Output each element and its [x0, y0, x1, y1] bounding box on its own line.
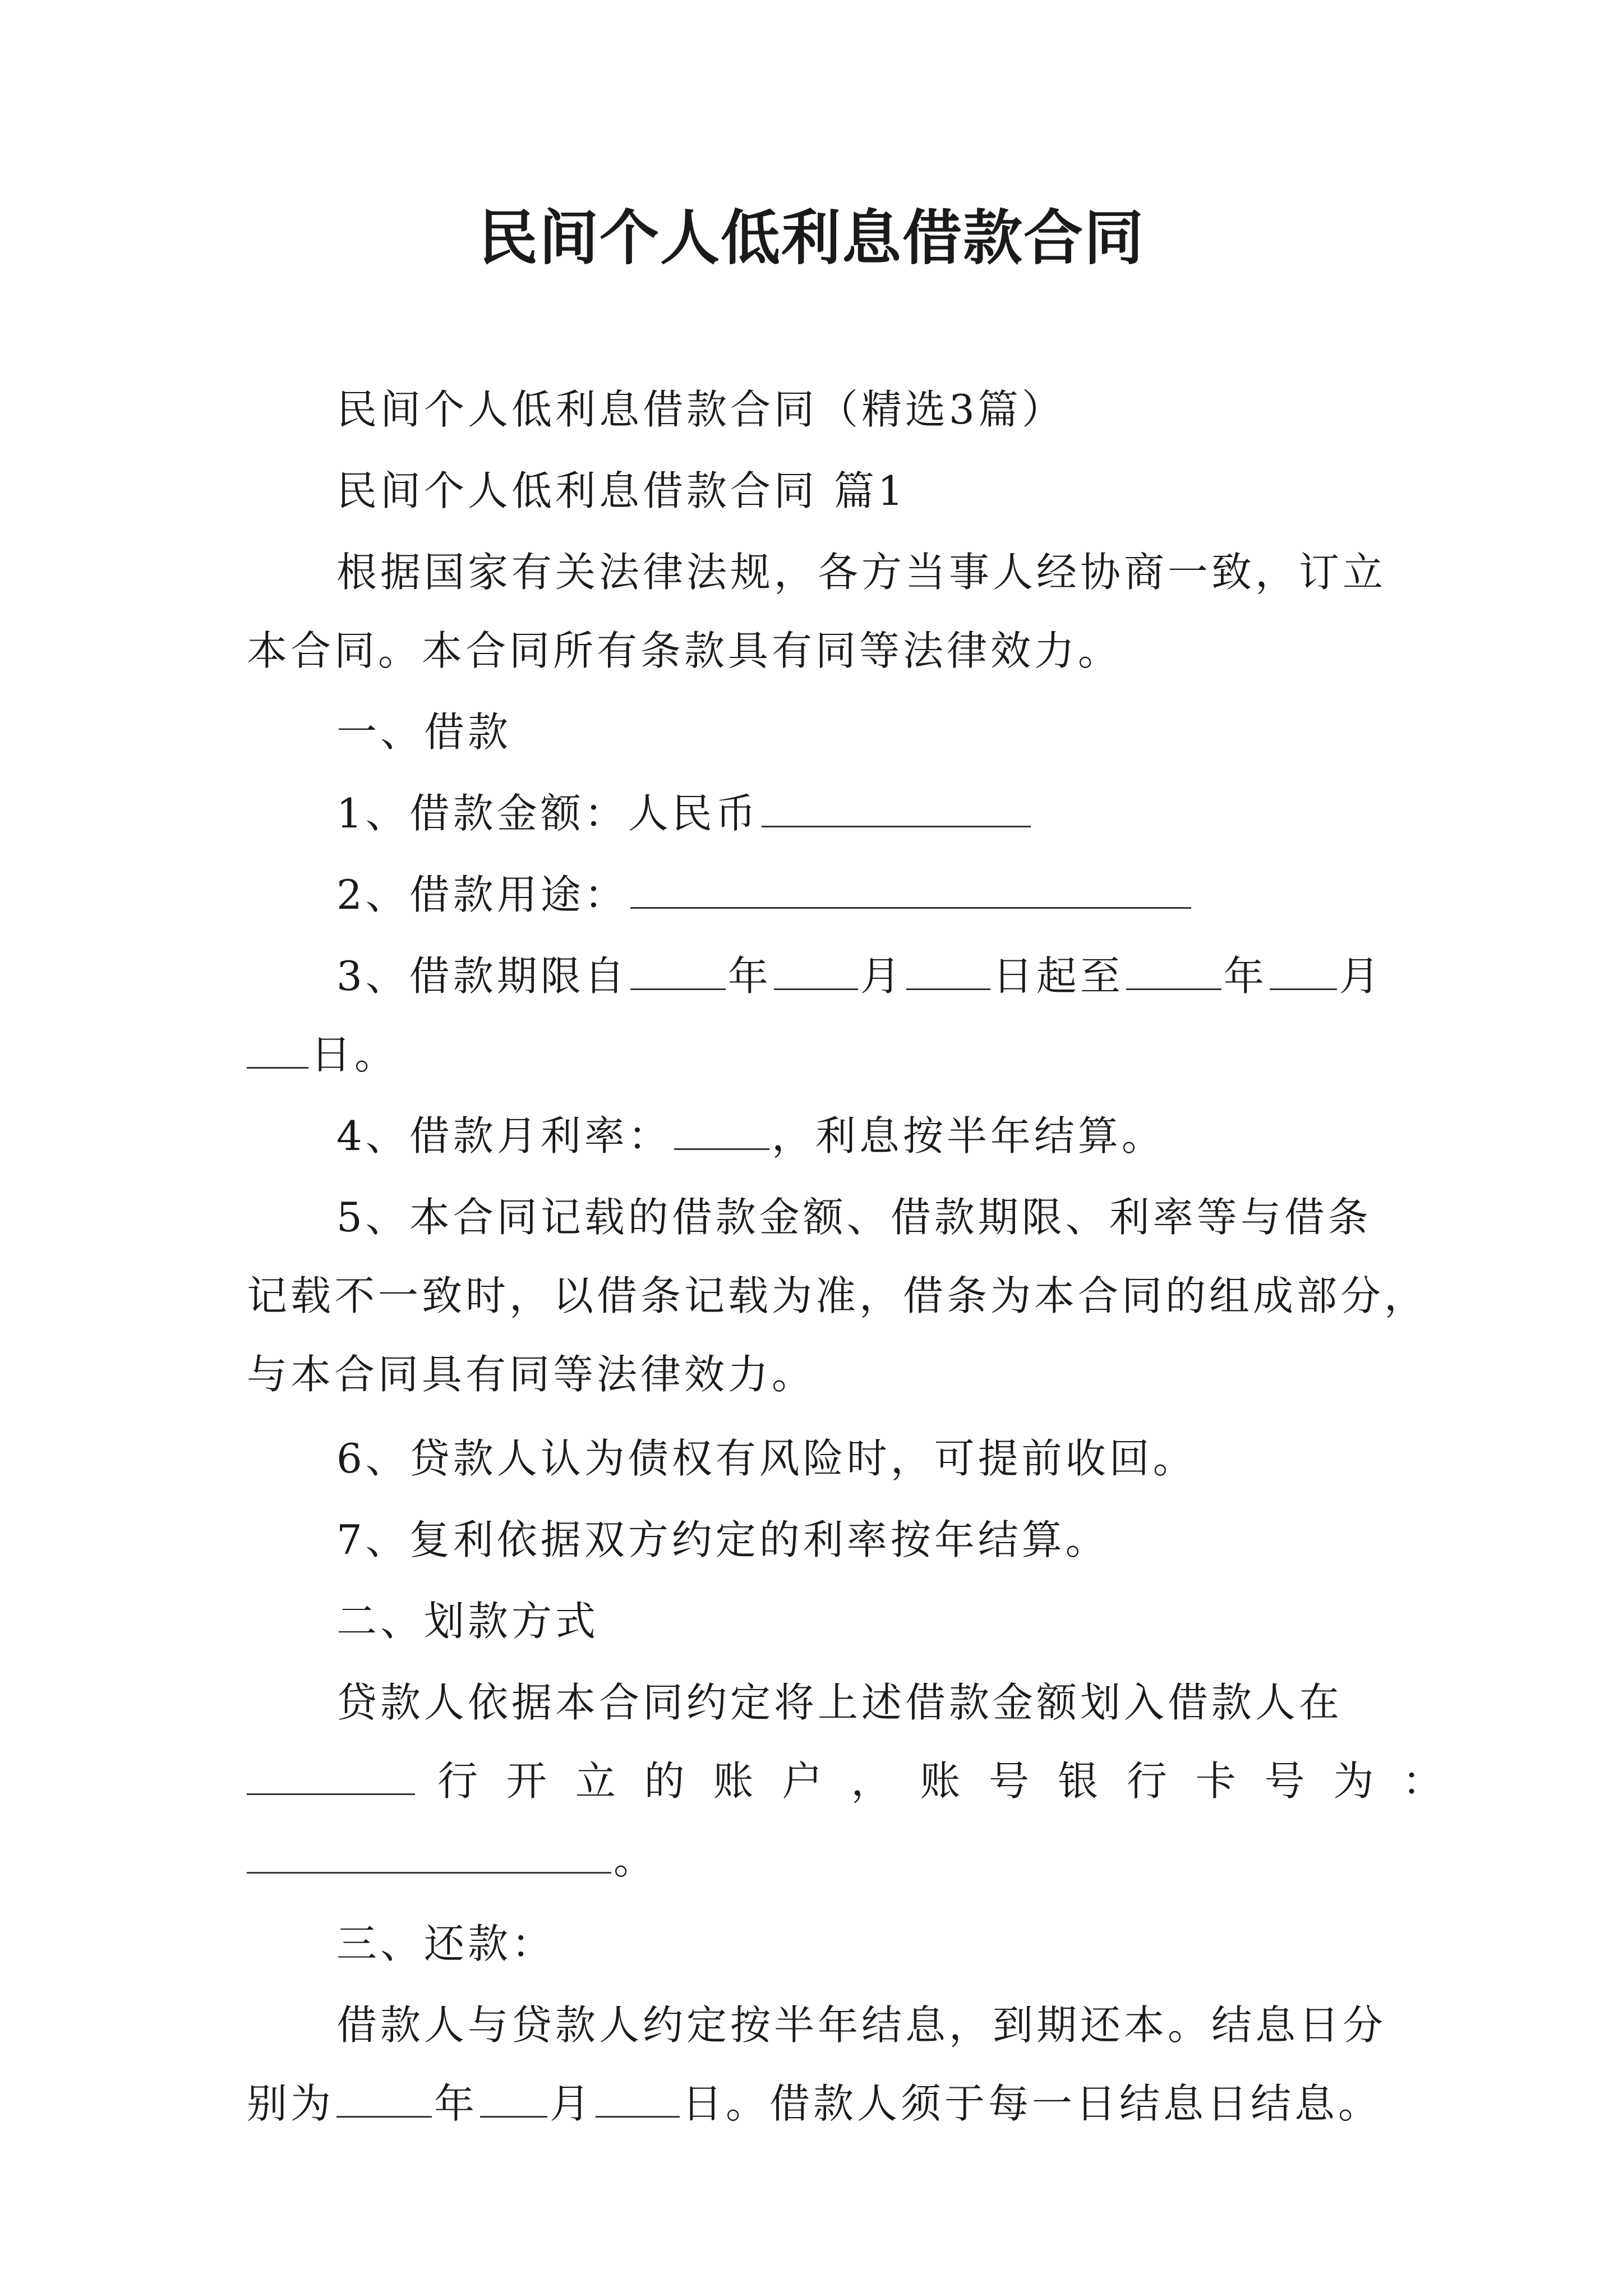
item3 — [336, 945, 1383, 1007]
item6: 6、贷款人认为债权有风险时，可提前收回。 — [336, 1435, 1197, 1482]
item3-year: 年 — [727, 953, 772, 1000]
part3-line-2 — [247, 2073, 1382, 2134]
bank-blank[interactable] — [247, 1760, 415, 1795]
section-heading: 民间个人低利息借款合同 篇1 — [336, 467, 907, 514]
part3-line-2-a: 别为 — [247, 2080, 335, 2127]
item2 — [336, 864, 1193, 926]
interest-year-blank[interactable] — [336, 2082, 432, 2118]
intro-line-2: 本合同。本合同所有条款具有同等法律效力。 — [247, 627, 1122, 674]
part3-line-2-rest: 日。借款人须于每一日结息日结息。 — [682, 2080, 1382, 2127]
start-day-blank[interactable] — [906, 955, 990, 990]
part2-line-3-end: 。 — [614, 1836, 658, 1883]
purpose-blank[interactable] — [630, 873, 1191, 909]
part2-heading: 二、划款方式 — [336, 1598, 600, 1645]
interest-day-blank[interactable] — [596, 2082, 680, 2118]
part3-year: 年 — [434, 2080, 478, 2127]
item4 — [336, 1105, 1165, 1167]
part3-month: 月 — [550, 2080, 594, 2127]
part3-line-1: 借款人与贷款人约定按半年结息，到期还本。结息日分 — [336, 2001, 1387, 2049]
account-blank[interactable] — [247, 1838, 611, 1874]
item1 — [336, 783, 1033, 844]
item1-label: 1、借款金额：人民币 — [336, 790, 759, 837]
item3-year2: 年 — [1223, 953, 1267, 1000]
part1-heading: 一、借款 — [336, 708, 512, 756]
interest-month-blank[interactable] — [480, 2082, 547, 2118]
start-month-blank[interactable] — [774, 955, 858, 990]
item3-label: 3、借款期限自 — [336, 953, 628, 1000]
item5-line-1: 5、本合同记载的借款金额、借款期限、利率等与借条 — [336, 1194, 1372, 1241]
item5-line-2: 记载不一致时，以借条记载为准，借条为本合同的组成部分， — [247, 1272, 1428, 1319]
item2-label: 2、借款用途： — [336, 871, 628, 918]
item4-rest: ，利息按半年结算。 — [771, 1112, 1165, 1159]
item3-day-start: 日起至 — [992, 953, 1124, 1000]
part2-line-1: 贷款人依据本合同约定将上述借款金额划入借款人在 — [336, 1679, 1343, 1726]
end-day-blank[interactable] — [247, 1033, 308, 1069]
document-title: 民间个人低利息借款合同 — [478, 204, 1145, 273]
item3-cont — [247, 1024, 398, 1085]
intro-line-1: 根据国家有关法律法规，各方当事人经协商一致，订立 — [336, 549, 1387, 596]
part2-line-3 — [247, 1829, 657, 1890]
document-subtitle: 民间个人低利息借款合同（精选3篇） — [336, 386, 1066, 433]
item7: 7、复利依据双方约定的利率按年结算。 — [336, 1516, 1109, 1563]
end-year-blank[interactable] — [1126, 955, 1221, 990]
end-month-blank[interactable] — [1270, 955, 1337, 990]
start-year-blank[interactable] — [630, 955, 726, 990]
item3-month2: 月 — [1339, 953, 1383, 1000]
rate-blank[interactable] — [674, 1115, 769, 1150]
item3-end: 日。 — [311, 1031, 399, 1078]
item4-label: 4、借款月利率： — [336, 1112, 672, 1159]
part2-line-2-text: 行 开 立 的 账 户 ， 账 号 银 行 卡 号 为 ： — [437, 1757, 1451, 1805]
item3-month: 月 — [860, 953, 904, 1000]
part2-line-2 — [247, 1750, 1450, 1812]
amount-blank[interactable] — [762, 792, 1031, 827]
item5-line-3: 与本合同具有同等法律效力。 — [247, 1351, 816, 1398]
part3-heading: 三、还款： — [336, 1920, 556, 1967]
